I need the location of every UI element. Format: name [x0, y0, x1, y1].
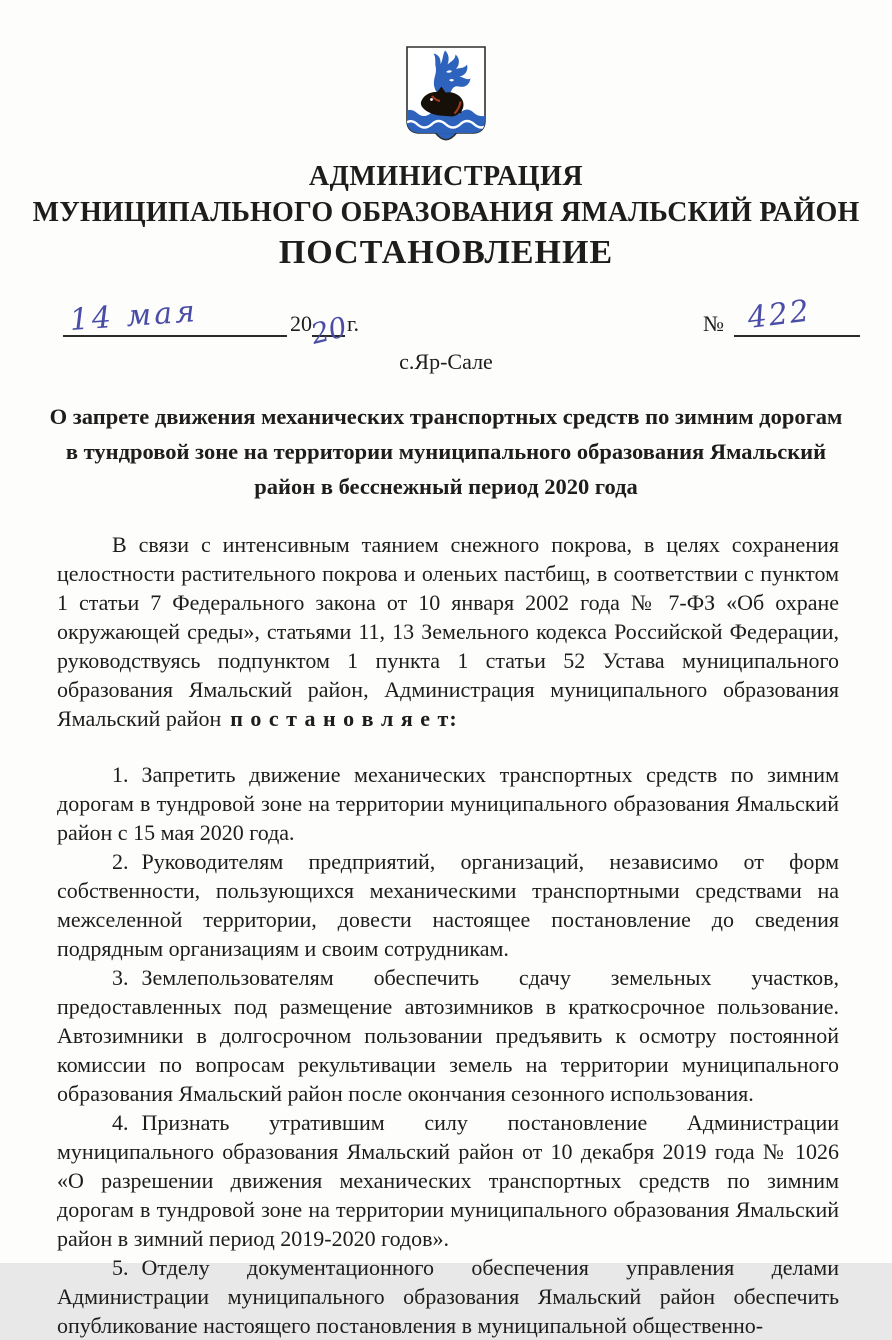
- date-underline: [63, 294, 287, 338]
- resolves-word: п о с т а н о в л я е т:: [230, 706, 458, 731]
- item-number: 1.: [112, 762, 129, 787]
- handwritten-year: 20: [307, 310, 351, 351]
- year-prefix: 20: [290, 311, 312, 336]
- handwritten-number: 422: [745, 293, 813, 336]
- document-title: О запрете движения механических транспортных средств по зимним дорогам в тундровой зоне на территории муниципального образования Ямальский район в бесснежный период 2020 года: [49, 404, 843, 499]
- deer-eye: [430, 98, 433, 101]
- item-text: Землепользователям обеспечить сдачу земельных участков, предоставленных под размещение автозимников в краткосрочное пользование. Автозимники в долгосрочном пользовании предъявить к осмотру постоянной комиссии по вопросам рекультивации земель на территории муниципального образования Ямальский район после окончания сезонного использования.: [57, 965, 839, 1106]
- item-paragraph-3: [57, 963, 839, 1108]
- document-body: [0, 530, 892, 1340]
- number-underline: [734, 293, 860, 337]
- item-number: 2.: [112, 849, 129, 874]
- date-group: [63, 294, 360, 351]
- item-paragraph-5: [57, 1253, 839, 1340]
- org-name-line2: МУНИЦИПАЛЬНОГО ОБРАЗОВАНИЯ ЯМАЛЬСКИЙ РАЙОН: [32, 197, 860, 228]
- emblem-container: [0, 0, 892, 152]
- requisites-row: [0, 293, 892, 351]
- year-suffix: г.: [347, 311, 360, 336]
- item-text: Признать утратившим силу постановление Администрации муниципального образования Ямальский район от 10 декабря 2019 года № 1026 «О разрешении движения механических транспортных средств по зимним дорогам в тундровой зоне на территории муниципального образования Ямальский район в зимний период 2019-2020 годов».: [57, 1110, 839, 1251]
- number-group: [703, 293, 860, 337]
- coat-of-arms-yamalsky-district: [402, 44, 490, 152]
- item-text: Запретить движение механических транспортных средств по зимним дорогам в тундровой зоне на территории муниципального образования Ямальский район с 15 мая 2020 года.: [57, 762, 839, 845]
- document-type-heading: ПОСТАНОВЛЕНИЕ: [278, 234, 614, 271]
- place-line: с.Яр-Сале: [399, 349, 493, 374]
- item-number: 3.: [112, 965, 129, 990]
- preamble-text: В связи с интенсивным таянием снежного покрова, в целях сохранения целостности растительного покрова и оленьих пастбищ, в соответствии с пунктом 1 статьи 7 Федерального закона от 10 января 2002 года № 7-ФЗ «Об охране окружающей среды», статьями 11, 13 Земельного кодекса Российской Федерации, руководствуясь подпунктом 1 пункта 1 статьи 52 Устава муниципального образования Ямальский район, Администрация муниципального образования Ямальский район: [57, 532, 839, 731]
- item-number: 4.: [112, 1110, 129, 1135]
- preamble-paragraph: [57, 530, 839, 733]
- shield-bottom-tab: [435, 132, 457, 139]
- handwritten-date: 14 мая: [68, 294, 200, 338]
- item-text: Отделу документационного обеспечения управления делами Администрации муниципального образования Ямальский район обеспечить опубликование настоящего постановления в муниципальной общественно-: [57, 1255, 839, 1338]
- item-text: Руководителям предприятий, организаций, независимо от форм собственности, пользующихся механическими транспортными средствами на межселенной территории, довести настоящее постановление до сведения подрядным организациям и своим сотрудникам.: [57, 849, 839, 961]
- year-underline: [307, 310, 351, 351]
- item-paragraph-2: [57, 847, 839, 963]
- org-name-line1: АДМИНИСТРАЦИЯ: [308, 161, 584, 192]
- number-sign: №: [703, 311, 724, 336]
- item-paragraph-1: [57, 760, 839, 847]
- item-number: 5.: [112, 1255, 129, 1280]
- item-paragraph-4: [57, 1108, 839, 1253]
